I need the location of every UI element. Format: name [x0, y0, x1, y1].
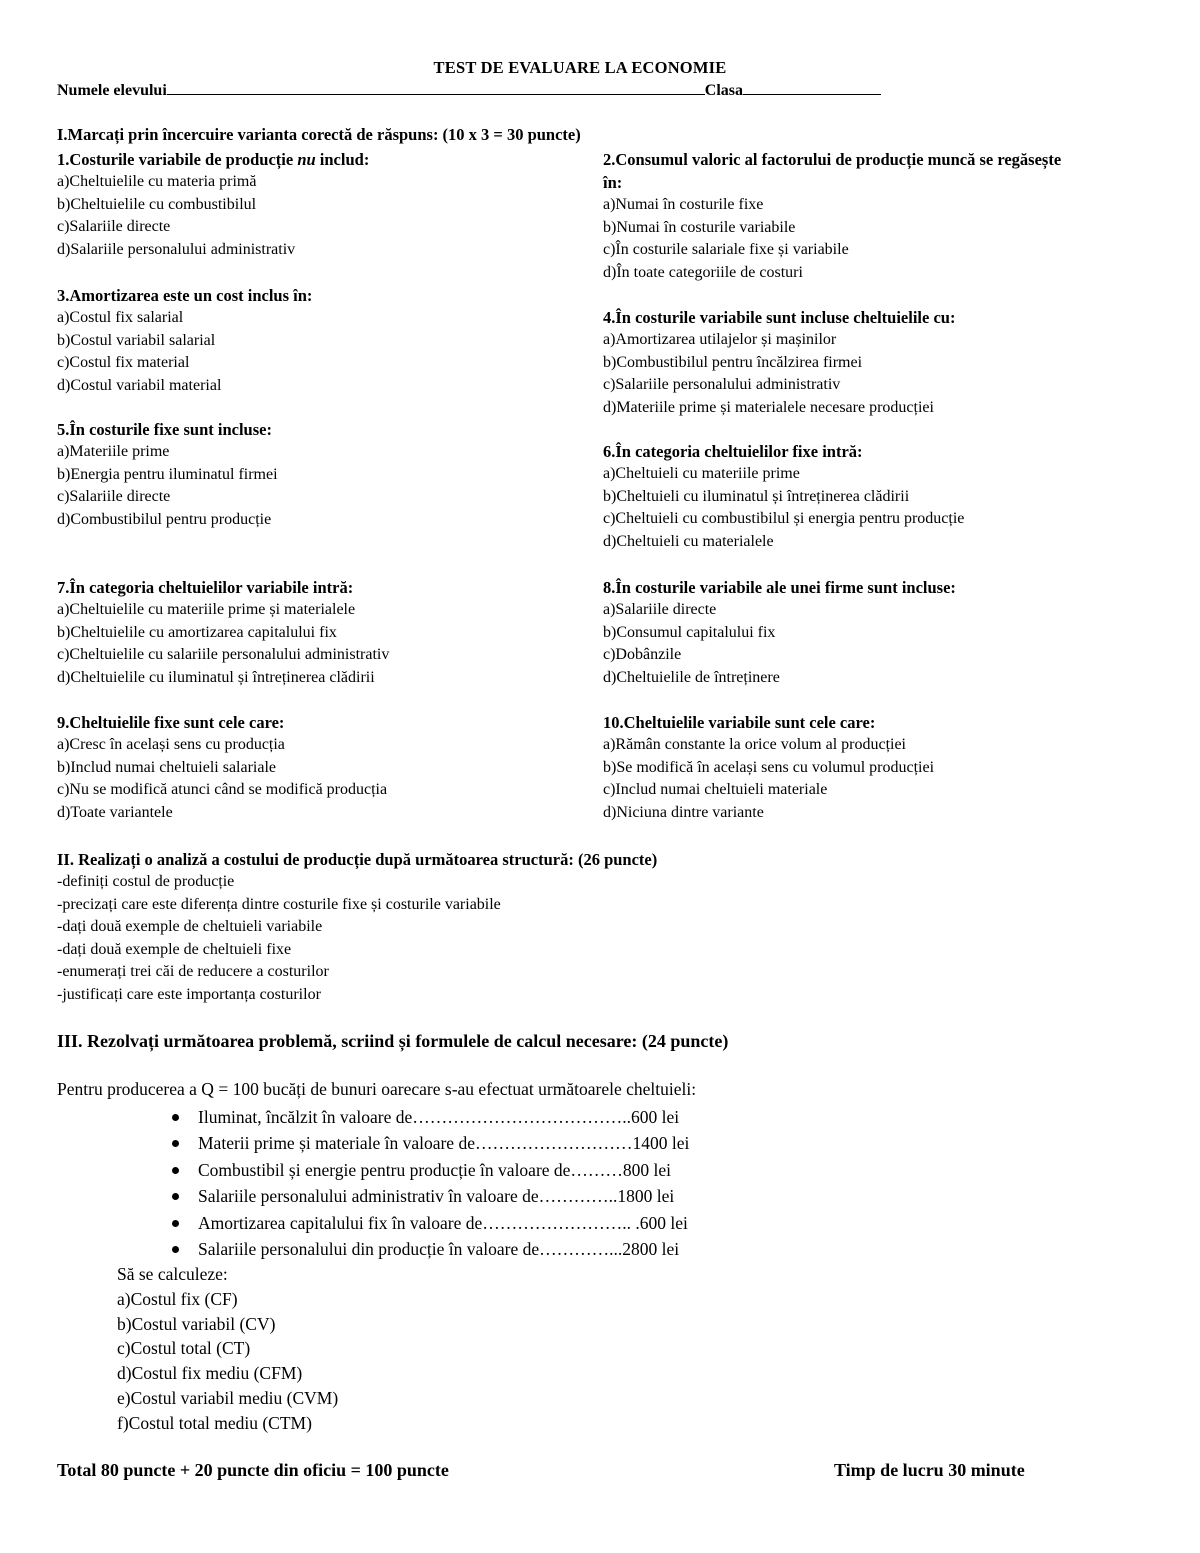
expense-list — [170, 1104, 689, 1262]
calc-intro: Să se calculeze: — [117, 1264, 228, 1284]
option-b[interactable]: b)Combustibilul pentru încălzirea firmei — [603, 353, 863, 371]
option-c[interactable]: c)Costul fix material — [57, 354, 190, 372]
question-title: 10.Cheltuielile variabile sunt cele care: — [603, 713, 876, 732]
option-b[interactable]: b)Costul variabil salarial — [57, 331, 216, 349]
question-2 — [603, 148, 1083, 284]
option-c[interactable]: c)Salariile directe — [57, 218, 171, 236]
option-a[interactable]: a)Cheltuielile cu materia primă — [57, 173, 257, 190]
option-d[interactable]: d)Materiile prime și materialele necesare producției — [603, 398, 934, 416]
question-4 — [603, 306, 1083, 419]
question-9 — [57, 711, 577, 824]
question-1 — [57, 148, 577, 261]
expense-item: Salariile personalului administrativ în valoare de…………..1800 lei — [170, 1183, 689, 1209]
calc-item: c)Costul total (CT) — [117, 1338, 251, 1359]
question-3 — [57, 284, 577, 397]
option-b[interactable]: b)Cheltuielile cu amortizarea capitalului fix — [57, 623, 337, 641]
option-c[interactable]: c)Includ numai cheltuieli materiale — [603, 781, 828, 799]
option-b[interactable]: b)Numai în costurile variabile — [603, 218, 796, 236]
class-line — [743, 80, 881, 95]
option-d[interactable]: d)Salariile personalului administrativ — [57, 240, 296, 258]
question-title: 7.În categoria cheltuielilor variabile intră: — [57, 578, 354, 597]
name-line — [167, 80, 705, 95]
option-a[interactable]: a)Salariile directe — [603, 601, 717, 618]
option-b[interactable]: b)Consumul capitalului fix — [603, 623, 776, 641]
question-title: 2.Consumul valoric al factorului de producție muncă se regăsește în: — [603, 150, 1062, 192]
bullet-icon — [172, 1246, 179, 1253]
name-label: Numele elevului — [57, 82, 167, 99]
option-c[interactable]: c)Salariile personalului administrativ — [603, 376, 841, 394]
calc-item: f)Costul total mediu (CTM) — [117, 1412, 312, 1433]
option-b[interactable]: b)Includ numai cheltuieli salariale — [57, 758, 277, 776]
time-limit: Timp de lucru 30 minute — [834, 1460, 1025, 1480]
question-title: 6.În categoria cheltuielilor fixe intră: — [603, 442, 863, 461]
option-c[interactable]: c)În costurile salariale fixe și variabile — [603, 241, 849, 259]
option-b[interactable]: b)Cheltuieli cu iluminatul și întreținerea clădirii — [603, 487, 910, 505]
task-item: -definiți costul de producție — [57, 873, 235, 890]
option-c[interactable]: c)Dobânzile — [603, 646, 682, 664]
option-d[interactable]: d)În toate categoriile de costuri — [603, 263, 803, 281]
option-d[interactable]: d)Cheltuielile de întreținere — [603, 668, 780, 686]
option-d[interactable]: d)Toate variantele — [57, 803, 173, 821]
expense-item: Salariile personalului din producție în valoare de…………...2800 lei — [170, 1236, 689, 1262]
option-c[interactable]: c)Cheltuieli cu combustibilul și energia pentru producție — [603, 510, 965, 528]
expense-item: Amortizarea capitalului fix în valoare de…………………….. .600 lei — [170, 1210, 689, 1236]
option-d[interactable]: d)Cheltuieli cu materialele — [603, 532, 774, 550]
option-a[interactable]: a)Costul fix salarial — [57, 309, 184, 326]
option-d[interactable]: d)Combustibilul pentru producție — [57, 510, 272, 528]
bullet-icon — [172, 1167, 179, 1174]
calculation-list — [117, 1262, 338, 1436]
calc-item: d)Costul fix mediu (CFM) — [117, 1363, 303, 1384]
total-points: Total 80 puncte + 20 puncte din oficiu = 100 puncte — [57, 1460, 449, 1480]
expense-item: Combustibil și energie pentru producție în valoare de………800 lei — [170, 1157, 689, 1183]
expense-item: Iluminat, încălzit în valoare de………………………………..600 lei — [170, 1104, 689, 1130]
option-b[interactable]: b)Energia pentru iluminatul firmei — [57, 465, 278, 483]
bullet-icon — [172, 1220, 179, 1227]
option-b[interactable]: b)Cheltuielile cu combustibilul — [57, 195, 257, 213]
option-a[interactable]: a)Cheltuielile cu materiile prime și materialele — [57, 601, 356, 618]
question-title: 5.În costurile fixe sunt incluse: — [57, 420, 272, 439]
class-label: Clasa — [704, 82, 743, 99]
question-7 — [57, 576, 577, 689]
section-2-heading: II. Realizați o analiză a costului de producție după următoarea structură: (26 puncte) — [57, 850, 658, 869]
bullet-icon — [172, 1193, 179, 1200]
section-3-heading: III. Rezolvați următoarea problemă, scriind și formulele de calcul necesare: (24 puncte) — [57, 1031, 729, 1051]
question-8 — [603, 576, 1083, 689]
option-a[interactable]: a)Cheltuieli cu materiile prime — [603, 465, 800, 482]
option-a[interactable]: a)Rămân constante la orice volum al producției — [603, 736, 906, 753]
calc-item: b)Costul variabil (CV) — [117, 1313, 276, 1334]
option-d[interactable]: d)Cheltuielile cu iluminatul și întreținerea clădirii — [57, 668, 375, 686]
task-item: -dați două exemple de cheltuieli variabile — [57, 918, 323, 936]
question-title: 4.În costurile variabile sunt incluse cheltuielile cu: — [603, 308, 956, 327]
page-title: TEST DE EVALUARE LA ECONOMIE — [433, 58, 727, 77]
option-a[interactable]: a)Cresc în același sens cu producția — [57, 736, 285, 753]
option-a[interactable]: a)Amortizarea utilajelor și mașinilor — [603, 331, 837, 348]
task-item: -dați două exemple de cheltuieli fixe — [57, 940, 292, 958]
expense-item: Materii prime și materiale în valoare de………………………1400 lei — [170, 1130, 689, 1156]
calc-item: e)Costul variabil mediu (CVM) — [117, 1387, 339, 1408]
bullet-icon — [172, 1114, 179, 1121]
option-c[interactable]: c)Nu se modifică atunci când se modifică producția — [57, 781, 388, 799]
bullet-icon — [172, 1140, 179, 1147]
option-c[interactable]: c)Cheltuielile cu salariile personalului administrativ — [57, 646, 390, 664]
option-a[interactable]: a)Materiile prime — [57, 443, 170, 460]
question-title: 8.În costurile variabile ale unei firme sunt incluse: — [603, 578, 956, 597]
calc-item: a)Costul fix (CF) — [117, 1288, 238, 1309]
option-b[interactable]: b)Se modifică în același sens cu volumul producției — [603, 758, 935, 776]
option-d[interactable]: d)Costul variabil material — [57, 376, 222, 394]
question-title: 3.Amortizarea este un cost inclus în: — [57, 286, 313, 305]
section-1-heading: I.Marcați prin încercuire varianta corectă de răspuns: (10 x 3 = 30 puncte) — [57, 125, 581, 144]
option-c[interactable]: c)Salariile directe — [57, 488, 171, 506]
question-5 — [57, 418, 577, 531]
problem-intro: Pentru producerea a Q = 100 bucăți de bunuri oarecare s-au efectuat următoarele cheltuieli: — [57, 1079, 697, 1099]
task-item: -enumerați trei căi de reducere a costurilor — [57, 963, 329, 981]
student-info-row — [57, 80, 937, 100]
question-title: 1.Costurile variabile de producție nu includ: — [57, 150, 370, 169]
option-a[interactable]: a)Numai în costurile fixe — [603, 196, 764, 213]
option-d[interactable]: d)Niciuna dintre variante — [603, 803, 764, 821]
task-item: -justificați care este importanța costurilor — [57, 985, 321, 1003]
question-title: 9.Cheltuielile fixe sunt cele care: — [57, 713, 285, 732]
question-10 — [603, 711, 1083, 824]
section-2 — [57, 848, 1157, 1007]
question-6 — [603, 440, 1083, 553]
task-item: -precizați care este diferența dintre costurile fixe și costurile variabile — [57, 895, 501, 913]
